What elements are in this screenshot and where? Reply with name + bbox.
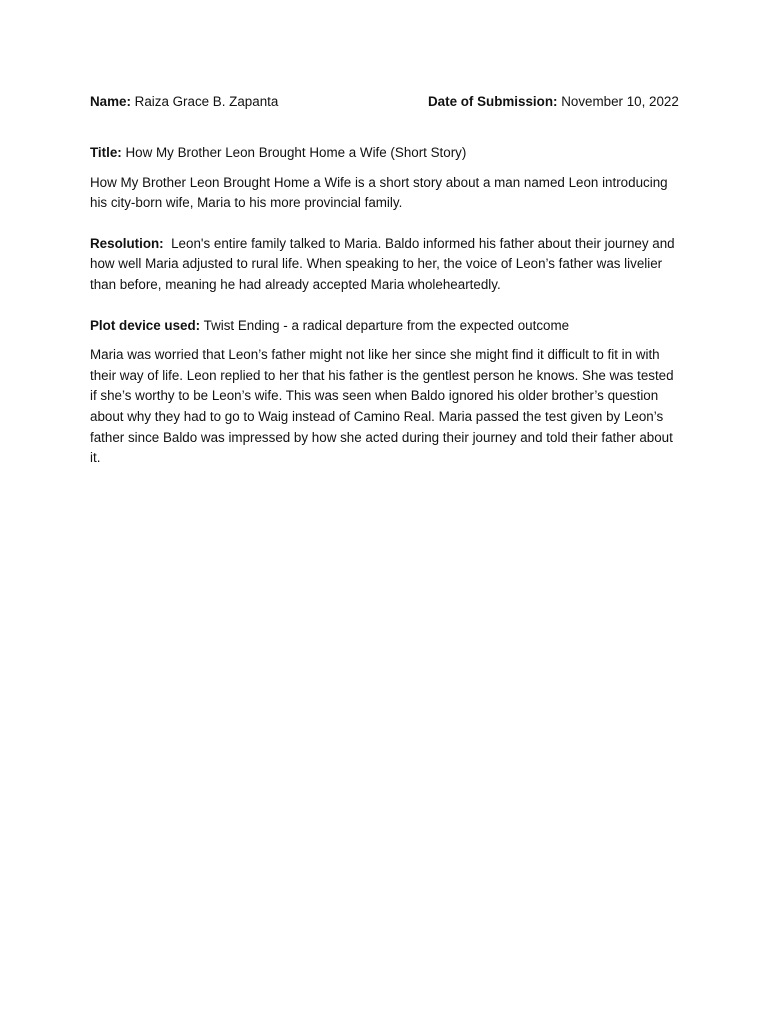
resolution-label: Resolution: [90,235,164,251]
name-label: Name: [90,94,131,109]
plot-device-explanation: Maria was worried that Leon’s father might not like her since she might find it difficult to fit in with their way of life. Leon replied to her that his father is the gentlest person he knows. She was tested if she’s worthy to be Leon’s wife. This was seen when Baldo ignored his older brother’s question about why they had to go to Waig instead of Camino Real. Maria passed the test given by Leon’s father since Baldo was impressed by how she acted during their journey and told their father about it. [90,347,674,466]
student-name [90,92,278,113]
story-summary: How My Brother Leon Brought Home a Wife is a short story about a man named Leon introducing his city-born wife, Maria to his more provincial family. [90,174,668,211]
date-value: November 10, 2022 [561,94,679,109]
date-label: Date of Submission: [428,94,558,109]
resolution-value: Leon's entire family talked to Maria. Baldo informed his father about their journey and how well Maria adjusted to rural life. When speaking to her, the voice of Leon’s father was livelier than before, meaning he had already accepted Maria wholeheartedly. [90,235,675,292]
document-body [90,92,680,469]
title-value: How My Brother Leon Brought Home a Wife (Short Story) [125,145,467,160]
plot-device-value: Twist Ending - a radical departure from the expected outcome [203,317,570,333]
header-row [90,92,680,113]
title-label: Title: [90,145,122,160]
resolution-paragraph [90,234,680,296]
plot-device-label: Plot device used: [90,317,201,333]
submission-date [428,92,679,113]
name-value: Raiza Grace B. Zapanta [134,94,279,109]
plot-device [90,316,680,337]
story-title [90,143,680,164]
